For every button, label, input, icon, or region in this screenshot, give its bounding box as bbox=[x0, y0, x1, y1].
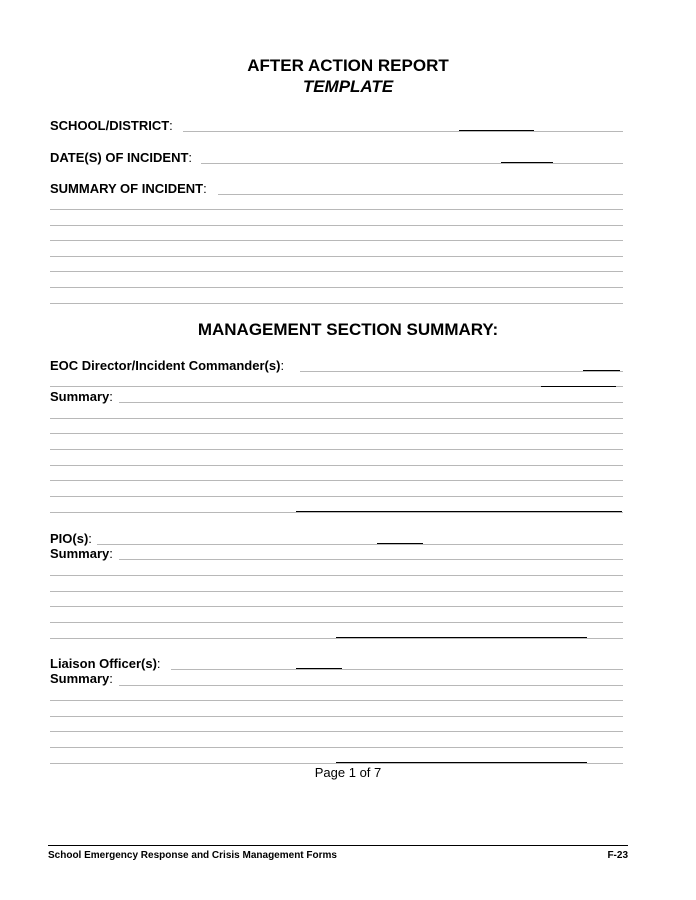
underline-mark bbox=[541, 386, 616, 387]
underline-mark bbox=[377, 543, 423, 544]
footer-rule bbox=[48, 845, 628, 846]
school-district-label: SCHOOL/DISTRICT: bbox=[50, 118, 173, 133]
blank-line[interactable] bbox=[50, 225, 623, 226]
school-district-field[interactable] bbox=[183, 131, 623, 132]
footer-form-code: F-23 bbox=[607, 850, 628, 861]
blank-line[interactable] bbox=[50, 606, 623, 607]
blank-line[interactable] bbox=[50, 496, 623, 497]
blank-line[interactable] bbox=[50, 240, 623, 241]
blank-line[interactable] bbox=[50, 622, 623, 623]
blank-line[interactable] bbox=[50, 303, 623, 304]
blank-line[interactable] bbox=[50, 271, 623, 272]
page-number: Page 1 of 7 bbox=[314, 765, 382, 780]
liaison-officer-field[interactable] bbox=[171, 669, 623, 670]
pio-label: PIO(s): bbox=[50, 531, 92, 546]
blank-line[interactable] bbox=[50, 747, 623, 748]
blank-line[interactable] bbox=[50, 716, 623, 717]
liaison-summary-field[interactable] bbox=[119, 685, 623, 686]
underline-mark bbox=[296, 511, 622, 512]
blank-line[interactable] bbox=[50, 575, 623, 576]
blank-line[interactable] bbox=[50, 287, 623, 288]
blank-line[interactable] bbox=[50, 638, 623, 639]
blank-line[interactable] bbox=[50, 433, 623, 434]
blank-line[interactable] bbox=[50, 763, 623, 764]
blank-line[interactable] bbox=[50, 465, 623, 466]
blank-line[interactable] bbox=[50, 480, 623, 481]
blank-line[interactable] bbox=[50, 700, 623, 701]
liaison-officer-label: Liaison Officer(s): bbox=[50, 656, 161, 671]
report-title: AFTER ACTION REPORT bbox=[247, 56, 449, 75]
blank-line[interactable] bbox=[50, 418, 623, 419]
liaison-summary-label: Summary: bbox=[50, 671, 113, 686]
dates-of-incident-field[interactable] bbox=[201, 163, 623, 164]
eoc-summary-label: Summary: bbox=[50, 389, 113, 404]
eoc-summary-field[interactable] bbox=[119, 402, 623, 403]
eoc-director-field[interactable] bbox=[300, 371, 623, 372]
report-subtitle: TEMPLATE bbox=[302, 77, 394, 96]
summary-of-incident-label: SUMMARY OF INCIDENT: bbox=[50, 181, 207, 196]
underline-mark bbox=[296, 668, 342, 669]
underline-mark bbox=[501, 162, 553, 163]
underline-mark bbox=[336, 762, 587, 763]
footer-title: School Emergency Response and Crisis Management Forms bbox=[48, 850, 337, 861]
blank-line[interactable] bbox=[50, 591, 623, 592]
eoc-director-label: EOC Director/Incident Commander(s): bbox=[50, 358, 285, 373]
blank-line[interactable] bbox=[50, 731, 623, 732]
blank-line[interactable] bbox=[50, 256, 623, 257]
underline-mark bbox=[459, 130, 534, 131]
blank-line[interactable] bbox=[50, 209, 623, 210]
pio-summary-field[interactable] bbox=[119, 559, 623, 560]
blank-line[interactable] bbox=[50, 386, 623, 387]
dates-of-incident-label: DATE(S) OF INCIDENT: bbox=[50, 150, 193, 165]
underline-mark bbox=[336, 637, 587, 638]
blank-line[interactable] bbox=[50, 512, 623, 513]
pio-field[interactable] bbox=[97, 544, 623, 545]
summary-of-incident-field[interactable] bbox=[218, 194, 623, 195]
pio-summary-label: Summary: bbox=[50, 546, 113, 561]
management-section-heading: MANAGEMENT SECTION SUMMARY: bbox=[197, 320, 499, 339]
blank-line[interactable] bbox=[50, 449, 623, 450]
underline-mark bbox=[583, 370, 620, 371]
